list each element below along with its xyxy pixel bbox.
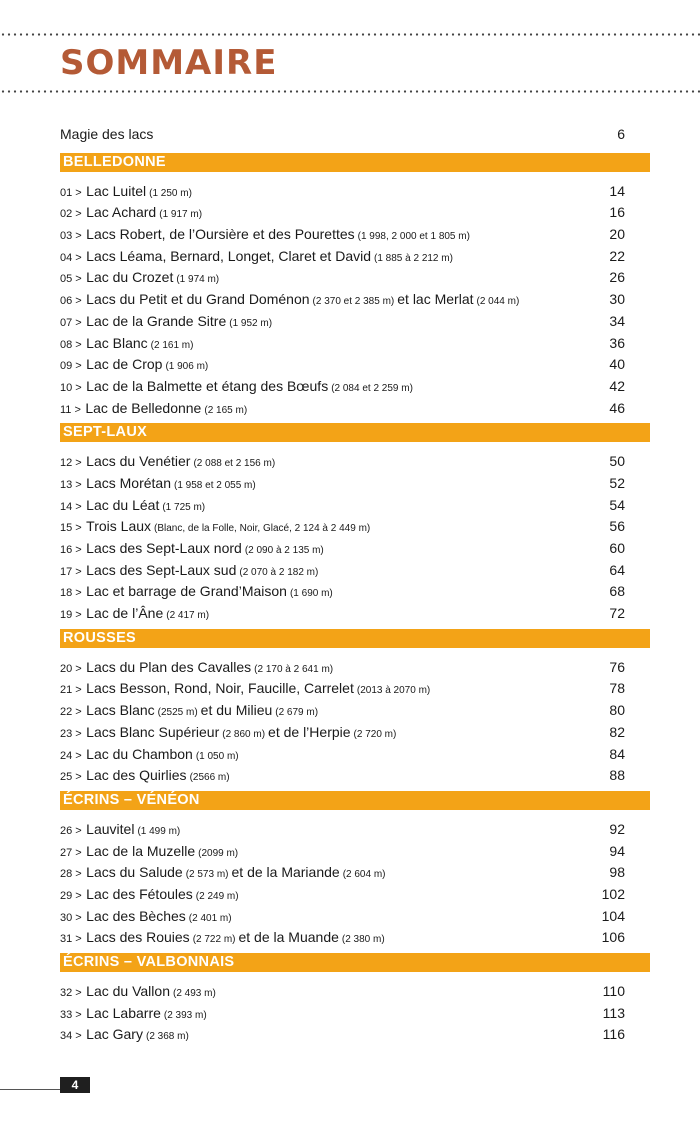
entry-number: 17 > <box>60 565 82 578</box>
entry-altitude: (2099 m) <box>198 847 239 859</box>
toc-entry[interactable] <box>60 538 650 560</box>
entry-name: Lacs Besson, Rond, Noir, Faucille, Carrelet <box>86 680 354 697</box>
toc-entry[interactable] <box>60 246 650 268</box>
toc-intro-entry[interactable] <box>60 124 650 146</box>
entry-altitude: (2 084 et 2 259 m) <box>331 382 413 394</box>
entry-title <box>60 884 239 908</box>
toc-entry[interactable] <box>60 700 650 722</box>
toc-entry[interactable] <box>60 657 650 679</box>
section-header: ROUSSES <box>60 629 650 648</box>
entry-name: Lac des Bèches <box>86 907 186 924</box>
entry-number: 11 > <box>60 403 81 416</box>
entry-title <box>60 1024 189 1048</box>
toc-entry[interactable] <box>60 744 650 766</box>
entry-title <box>60 311 272 335</box>
entry-name: Lac Gary <box>86 1026 143 1043</box>
entry-title <box>60 603 209 627</box>
toc-entry[interactable] <box>60 560 650 582</box>
entry-number: 13 > <box>60 478 82 491</box>
entry-name: Lacs du Petit et du Grand Doménon <box>86 291 310 308</box>
entry-title <box>60 538 324 562</box>
entry-altitude: (1 958 et 2 055 m) <box>174 479 256 491</box>
entry-altitude: (2 393 m) <box>163 1009 207 1021</box>
entry-page: 82 <box>609 723 625 740</box>
entry-name: Lacs Blanc <box>86 702 155 719</box>
entry-title <box>60 516 370 540</box>
entry-page: 20 <box>609 226 625 243</box>
entry-number: 21 > <box>60 684 82 697</box>
entry-number: 27 > <box>60 846 82 859</box>
entry-number: 12 > <box>60 457 82 470</box>
entry-extra-name: et de l’Herpie <box>268 723 351 740</box>
entry-page: 56 <box>609 518 625 535</box>
entry-number: 33 > <box>60 1008 82 1021</box>
intro-page: 6 <box>617 126 625 142</box>
toc-entry[interactable] <box>60 862 650 884</box>
toc-entry[interactable] <box>60 473 650 495</box>
entry-page: 54 <box>609 496 625 513</box>
entry-name: Lac des Quirlies <box>86 767 187 784</box>
entry-number: 22 > <box>60 706 82 719</box>
entry-title <box>60 376 413 400</box>
entry-page: 80 <box>609 702 625 719</box>
entry-page: 116 <box>602 1026 625 1043</box>
entry-name: Lacs des Sept-Laux nord <box>86 540 242 556</box>
toc-entry[interactable] <box>60 884 650 906</box>
entry-number: 04 > <box>60 251 82 264</box>
entry-title <box>60 267 219 291</box>
toc-entry[interactable] <box>60 398 650 420</box>
entry-name: Lac du Chambon <box>86 745 193 762</box>
entry-altitude: (2 170 à 2 641 m) <box>254 663 334 675</box>
entry-name: Lac des Fétoules <box>86 885 193 902</box>
entry-page: 68 <box>609 583 625 600</box>
entry-title <box>60 862 385 886</box>
section-header: BELLEDONNE <box>60 153 650 172</box>
entry-title <box>60 678 430 702</box>
entry-altitude: (1 974 m) <box>176 274 220 286</box>
toc-entry[interactable] <box>60 927 650 949</box>
toc-entry[interactable] <box>60 906 650 928</box>
entry-page: 104 <box>601 907 625 924</box>
entry-name: Lacs du Venétier <box>86 453 191 470</box>
entry-altitude: (Blanc, de la Folle, Noir, Glacé, 2 124 à 2 449 m) <box>154 523 371 535</box>
entry-page: 106 <box>601 929 625 946</box>
entry-title <box>60 181 192 205</box>
entry-number: 25 > <box>60 771 82 784</box>
entry-page: 94 <box>609 842 625 859</box>
entry-altitude: (1 998, 2 000 et 1 805 m) <box>357 231 470 243</box>
entry-number: 30 > <box>60 911 82 924</box>
entry-title <box>60 473 256 497</box>
section-entries <box>60 819 650 949</box>
entry-altitude: (2013 à 2070 m) <box>356 685 431 697</box>
entry-title <box>60 744 239 768</box>
entry-altitude: (2 417 m) <box>166 610 210 622</box>
toc-entry[interactable] <box>60 1024 650 1046</box>
entry-page: 113 <box>602 1004 625 1021</box>
entry-page: 88 <box>609 767 625 784</box>
entry-altitude: (2 401 m) <box>188 912 232 924</box>
entry-title <box>60 981 216 1005</box>
entry-altitude: (2 722 m) <box>192 934 236 946</box>
entry-page: 76 <box>609 658 625 675</box>
entry-title <box>60 700 318 724</box>
entry-number: 20 > <box>60 662 82 675</box>
entry-altitude: (1 690 m) <box>289 588 333 600</box>
entry-name: Lac de la Grande Sitre <box>86 312 227 329</box>
entry-title <box>60 333 193 357</box>
entry-name: Lacs du Salude <box>86 864 183 881</box>
toc-entry[interactable] <box>60 376 650 398</box>
entry-page: 84 <box>609 745 625 762</box>
toc-entry[interactable] <box>60 202 650 224</box>
toc-entry[interactable] <box>60 333 650 355</box>
entry-page: 52 <box>609 474 625 491</box>
toc-entry[interactable] <box>60 181 650 203</box>
entry-name: Lac de l’Âne <box>86 605 164 622</box>
entry-title <box>60 495 205 519</box>
entry-title <box>60 906 232 930</box>
entry-extra-altitude: (2 044 m) <box>476 296 520 308</box>
entry-number: 31 > <box>60 933 82 946</box>
entry-title <box>60 581 333 605</box>
entry-page: 36 <box>609 334 625 351</box>
entry-altitude: (2 088 et 2 156 m) <box>193 458 276 470</box>
entry-altitude: (2 161 m) <box>150 339 194 351</box>
entry-page: 60 <box>609 540 625 556</box>
entry-title <box>60 765 230 789</box>
toc-entry[interactable] <box>60 722 650 744</box>
entry-altitude: (2 573 m) <box>185 869 229 881</box>
entry-name: Lac Blanc <box>86 334 148 351</box>
entry-title <box>60 224 470 248</box>
toc-entry[interactable] <box>60 981 650 1003</box>
page-number-badge: 4 <box>60 1077 90 1093</box>
entry-title <box>60 841 238 865</box>
entry-altitude: (2525 m) <box>157 707 198 719</box>
entry-page: 42 <box>609 377 625 394</box>
toc-entry[interactable] <box>60 603 650 625</box>
entry-title <box>60 657 333 681</box>
footer-rule <box>0 1089 60 1090</box>
toc-entry[interactable] <box>60 451 650 473</box>
toc-entry[interactable] <box>60 311 650 333</box>
entry-page: 102 <box>601 885 625 902</box>
entry-name: Lacs des Sept-Laux sud <box>86 561 237 578</box>
toc-entry[interactable] <box>60 289 650 311</box>
section-entries <box>60 981 650 1046</box>
entry-name: Lac Achard <box>86 204 157 221</box>
entry-title <box>60 722 396 746</box>
entry-title <box>60 560 318 584</box>
toc-entry[interactable] <box>60 841 650 863</box>
entry-name: Lauvitel <box>86 820 135 837</box>
entry-page: 110 <box>602 983 625 999</box>
toc-entry[interactable] <box>60 224 650 246</box>
entry-number: 02 > <box>60 208 82 221</box>
entry-number: 05 > <box>60 273 82 286</box>
entry-extra-name: et de la Mariande <box>231 864 340 881</box>
entry-name: Lac de Crop <box>86 356 163 373</box>
entry-number: 07 > <box>60 316 82 329</box>
entry-number: 14 > <box>60 500 82 513</box>
entry-number: 16 > <box>60 544 82 556</box>
entry-name: Lacs du Plan des Cavalles <box>86 658 252 675</box>
entry-title <box>60 398 247 422</box>
entry-page: 22 <box>609 247 625 264</box>
entry-title <box>60 819 180 843</box>
entry-number: 18 > <box>60 587 82 600</box>
entry-page: 98 <box>609 864 625 881</box>
entry-title <box>60 202 202 226</box>
entry-name: Lac Labarre <box>86 1004 161 1021</box>
entry-number: 06 > <box>60 295 82 308</box>
entry-number: 29 > <box>60 889 82 902</box>
entry-title <box>60 451 275 475</box>
entry-extra-name: et du Milieu <box>200 702 273 719</box>
entry-altitude: (2 493 m) <box>172 988 216 999</box>
entry-altitude: (2 370 et 2 385 m) <box>312 296 395 308</box>
entry-page: 40 <box>609 356 625 373</box>
entry-altitude: (2 165 m) <box>204 404 248 416</box>
entry-number: 34 > <box>60 1030 82 1043</box>
entry-altitude: (1 050 m) <box>195 750 239 762</box>
entry-title <box>60 927 385 951</box>
entry-name: Trois Laux <box>86 518 152 535</box>
entry-altitude: (1 952 m) <box>229 317 273 329</box>
entry-name: Lacs Robert, de l’Oursière et des Pourettes <box>86 226 355 243</box>
page-title: SOMMAIRE <box>60 43 278 83</box>
entry-name: Lac du Crozet <box>86 269 174 286</box>
entry-page: 26 <box>609 269 625 286</box>
entry-number: 19 > <box>60 609 82 622</box>
toc-entry[interactable] <box>60 1003 650 1025</box>
toc-entry[interactable] <box>60 354 650 376</box>
section-header: SEPT-LAUX <box>60 423 650 442</box>
entry-extra-name: et lac Merlat <box>397 291 474 308</box>
entry-page: 34 <box>609 312 625 329</box>
entry-name: Lacs Morétan <box>86 474 171 491</box>
entry-number: 23 > <box>60 727 82 740</box>
entry-page: 72 <box>609 605 625 622</box>
entry-page: 16 <box>609 204 625 221</box>
entry-name: Lacs Blanc Supérieur <box>86 723 220 740</box>
entry-name: Lac Luitel <box>86 182 147 199</box>
entry-title <box>60 1003 207 1027</box>
intro-label: Magie des lacs <box>60 126 154 142</box>
entry-extra-altitude: (2 679 m) <box>275 707 319 719</box>
entry-number: 28 > <box>60 868 82 881</box>
entry-altitude: (1 885 à 2 212 m) <box>374 252 453 264</box>
section-header: ÉCRINS – VALBONNAIS <box>60 953 650 972</box>
entry-altitude: (1 917 m) <box>159 209 203 221</box>
entry-altitude: (1 250 m) <box>149 187 192 199</box>
entry-altitude: (2 368 m) <box>145 1031 189 1043</box>
entry-page: 30 <box>609 291 625 308</box>
entry-altitude: (2 249 m) <box>195 890 239 902</box>
section-entries <box>60 451 650 625</box>
entry-extra-altitude: (2 604 m) <box>342 869 386 881</box>
entry-number: 09 > <box>60 360 82 373</box>
entry-altitude: (1 725 m) <box>162 501 206 513</box>
section-entries <box>60 181 650 420</box>
entry-altitude: (1 906 m) <box>165 361 209 373</box>
entry-page: 50 <box>609 453 625 470</box>
entry-name: Lacs des Rouies <box>86 929 190 946</box>
entry-page: 92 <box>609 820 625 837</box>
entry-name: Lac de la Balmette et étang des Bœufs <box>86 377 329 394</box>
entry-title <box>60 246 453 270</box>
entry-page: 64 <box>609 561 625 578</box>
toc-entry[interactable] <box>60 516 650 538</box>
entry-altitude: (2 860 m) <box>222 728 266 740</box>
entry-number: 08 > <box>60 338 82 351</box>
table-of-contents <box>60 124 650 1050</box>
toc-entry[interactable] <box>60 267 650 289</box>
entry-page: 78 <box>609 680 625 697</box>
section-header: ÉCRINS – VÉNÉON <box>60 791 650 810</box>
entry-altitude: (2566 m) <box>189 772 230 784</box>
entry-page: 46 <box>609 399 625 416</box>
entry-name: Lac de la Muzelle <box>86 842 196 859</box>
entry-extra-altitude: (2 380 m) <box>341 934 385 946</box>
entry-number: 32 > <box>60 987 82 999</box>
entry-altitude: (1 499 m) <box>137 825 181 837</box>
toc-entry[interactable] <box>60 495 650 517</box>
entry-name: Lac du Léat <box>86 496 160 513</box>
entry-title <box>60 289 519 313</box>
entry-number: 01 > <box>60 186 82 199</box>
toc-entry[interactable] <box>60 581 650 603</box>
entry-extra-altitude: (2 720 m) <box>353 728 397 740</box>
toc-entry[interactable] <box>60 678 650 700</box>
entry-number: 10 > <box>60 381 82 394</box>
entry-page: 14 <box>609 182 625 199</box>
top-dotted-rule <box>0 33 700 36</box>
entry-name: Lacs Léama, Bernard, Longet, Claret et David <box>86 247 371 264</box>
entry-number: 26 > <box>60 824 82 837</box>
entry-name: Lac du Vallon <box>86 983 170 999</box>
entry-extra-name: et de la Muande <box>238 929 339 946</box>
entry-altitude: (2 070 à 2 182 m) <box>239 566 319 578</box>
entry-number: 24 > <box>60 749 82 762</box>
entry-number: 15 > <box>60 522 82 535</box>
entry-title <box>60 354 208 378</box>
toc-entry[interactable] <box>60 765 650 787</box>
title-dotted-rule <box>0 90 700 93</box>
entry-name: Lac de Belledonne <box>85 399 202 416</box>
section-entries <box>60 657 650 787</box>
entry-number: 03 > <box>60 230 82 243</box>
entry-name: Lac et barrage de Grand’Maison <box>86 583 287 600</box>
entry-altitude: (2 090 à 2 135 m) <box>244 545 324 556</box>
toc-entry[interactable] <box>60 819 650 841</box>
